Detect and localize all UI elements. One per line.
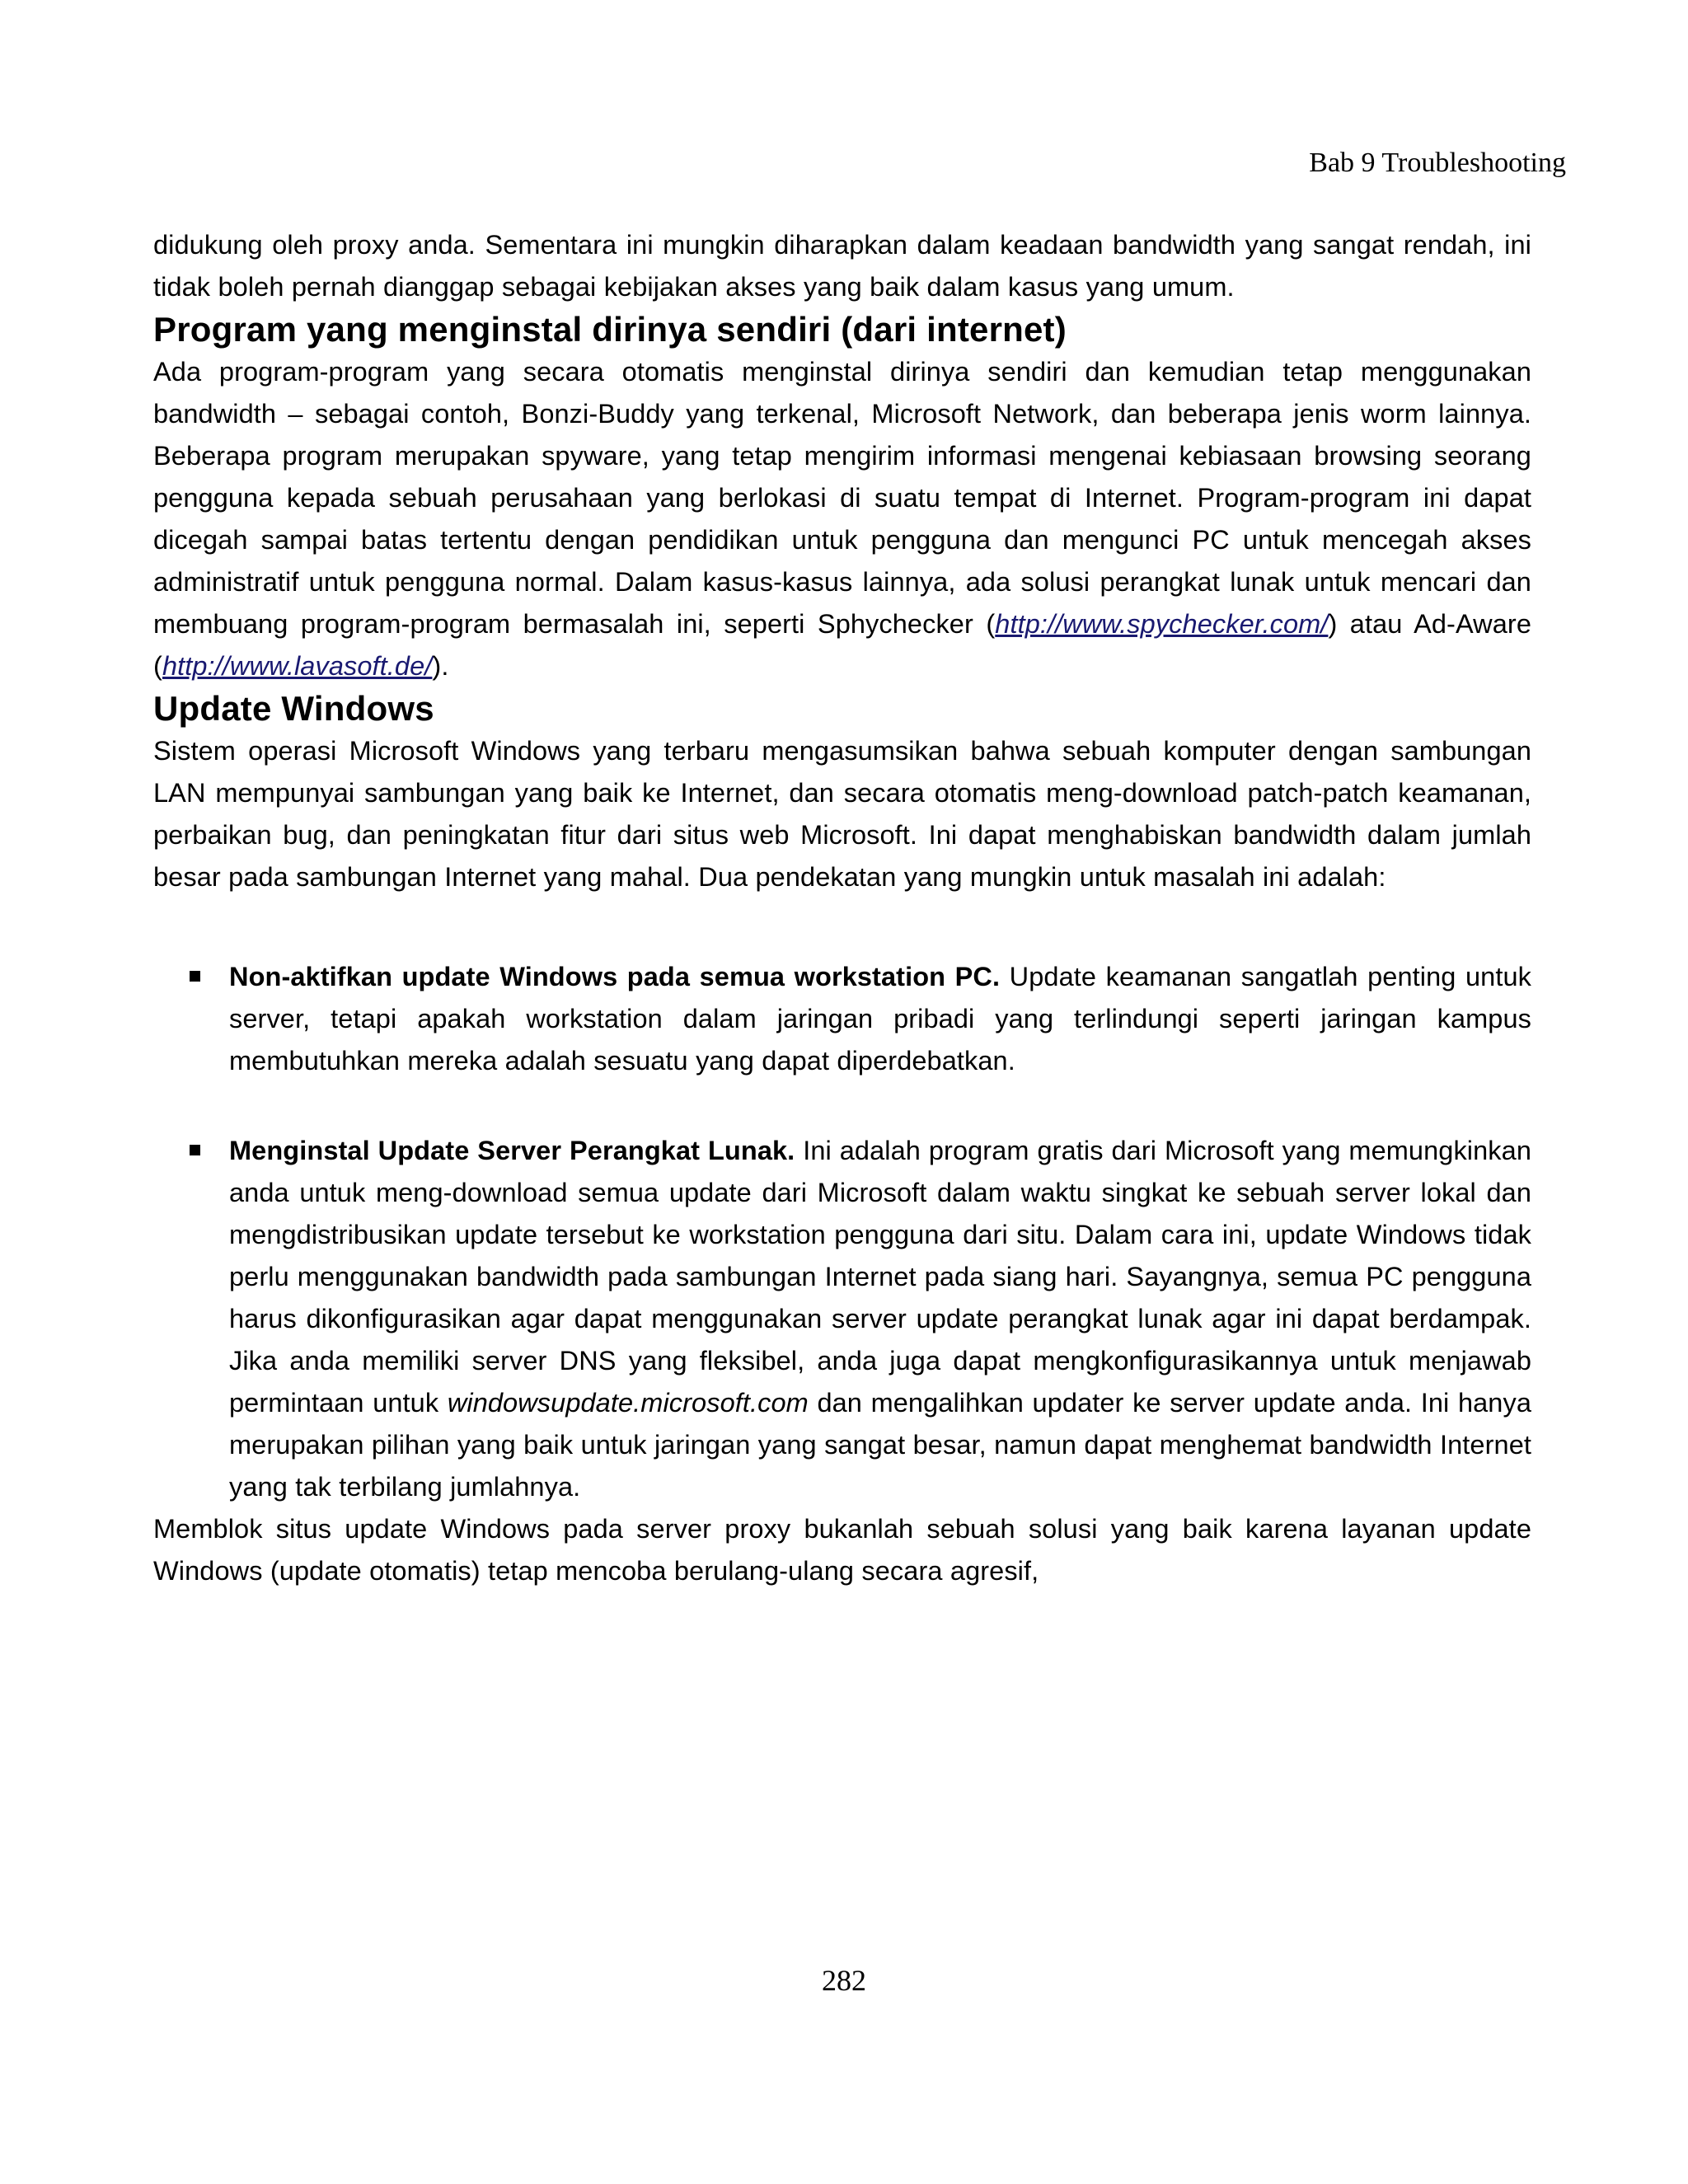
bullet-list-pendekatan: [153, 956, 1531, 1508]
bullet-two-body-part2: dan mengalihkan updater ke server update anda. Ini hanya merupakan pilihan yang baik untuk jaringan yang sangat besar, namun dapat menghemat bandwidth Internet yang tak terbilang jumlahnya.: [229, 1388, 1532, 1502]
running-header: Bab 9 Troubleshooting: [1309, 148, 1566, 178]
heading-update-windows: Update Windows: [153, 689, 434, 728]
paragraph-text-part2: ) atau Ad-Aware (: [153, 609, 1531, 681]
page-number: 282: [822, 1964, 866, 1997]
square-bullet-icon: [190, 1145, 200, 1155]
paragraph-self-installing-programs: [153, 351, 1531, 687]
bullet-one-body: Update keamanan sangatlah penting untuk server, tetapi apakah workstation dalam jaringan pribadi yang terlindungi seperti jaringan kampus membutuhkan mereka adalah sesuatu yang dapat diperdebatkan.: [229, 962, 1531, 1076]
list-item: [153, 1130, 1531, 1508]
link-lavasoft[interactable]: http://www.lavasoft.de/: [162, 651, 433, 681]
paragraph-closing: Memblok situs update Windows pada server proxy bukanlah sebuah solusi yang baik karena layanan update Windows (update otomatis) tetap mencoba berulang-ulang secara agresif,: [153, 1514, 1531, 1586]
paragraph-update-windows-intro: Sistem operasi Microsoft Windows yang terbaru mengasumsikan bahwa sebuah komputer dengan sambungan LAN mempunyai sambungan yang baik ke Internet, dan secara otomatis meng-download patch-patch keamanan, perbaikan bug, dan peningkatan fitur dari situs web Microsoft. Ini dapat menghabiskan bandwidth dalam jumlah besar pada sambungan Internet yang mahal. Dua pendekatan yang mungkin untuk masalah ini adalah:: [153, 736, 1531, 892]
intro-paragraph: didukung oleh proxy anda. Sementara ini mungkin diharapkan dalam keadaan bandwidth yang sangat rendah, ini tidak boleh pernah dianggap sebagai kebijakan akses yang baik dalam kasus yang umum.: [153, 230, 1531, 302]
document-body: [153, 224, 1531, 1592]
paragraph-text-part1: Ada program-program yang secara otomatis menginstal dirinya sendiri dan kemudian tetap menggunakan bandwidth – sebagai contoh, Bonzi-Buddy yang terkenal, Microsoft Network, dan beberapa jenis worm lainnya. Beberapa program merupakan spyware, yang tetap mengirim informasi mengenai kebiasaan browsing seorang pengguna kepada sebuah perusahaan yang berlokasi di suatu tempat di Internet. Program-program ini dapat dicegah sampai batas tertentu dengan pendidikan untuk pengguna dan mengunci PC untuk mencegah akses administratif untuk pengguna normal. Dalam kasus-kasus lainnya, ada solusi perangkat lunak untuk mencari dan membuang program-program bermasalah ini, seperti Sphychecker (: [153, 357, 1531, 639]
heading-program-menginstal: Program yang menginstal dirinya sendiri (dari internet): [153, 310, 1067, 349]
bullet-one-text: [229, 956, 1531, 1082]
square-bullet-icon: [190, 971, 200, 982]
bullet-two-text: [229, 1130, 1531, 1508]
bullet-two-italic-domain: windowsupdate.microsoft.com: [447, 1388, 809, 1418]
list-item: [153, 956, 1531, 1082]
link-spychecker[interactable]: http://www.spychecker.com/: [995, 609, 1329, 639]
bullet-two-body-part1: Ini adalah program gratis dari Microsoft yang memungkinkan anda untuk meng-download semua update dari Microsoft dalam waktu singkat ke sebuah server lokal dan mengdistribusikan update tersebut ke workstation pengguna dari situ. Dalam cara ini, update Windows tidak perlu menggunakan bandwidth pada sambungan Internet pada siang hari. Sayangnya, semua PC pengguna harus dikonfigurasikan agar dapat menggunakan server update perangkat lunak agar ini dapat berdampak. Jika anda memiliki server DNS yang fleksibel, anda juga dapat mengkonfigurasikannya untuk menjawab permintaan untuk: [229, 1136, 1531, 1418]
bullet-two-lead-in: Menginstal Update Server Perangkat Lunak.: [229, 1136, 795, 1165]
bullet-one-lead-in: Non-aktifkan update Windows pada semua workstation PC.: [229, 962, 1001, 991]
paragraph-text-part3: ).: [432, 651, 449, 681]
